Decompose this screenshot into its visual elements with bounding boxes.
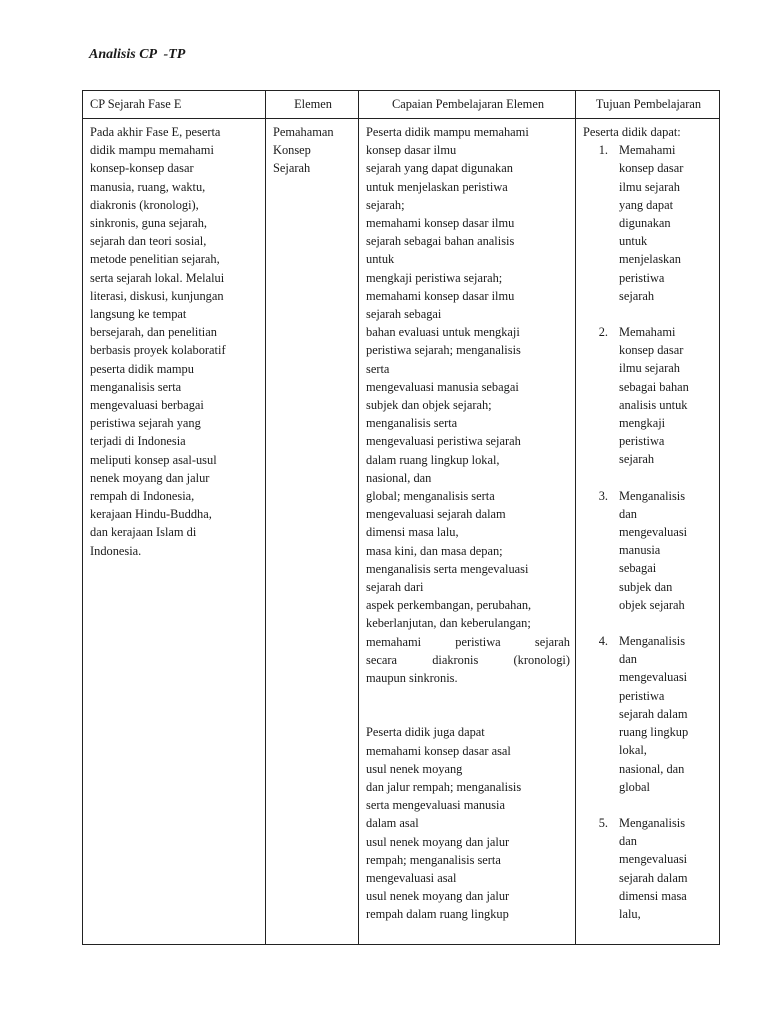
tujuan-item-line: Menganalisis — [619, 634, 686, 649]
capaian-text-line: menganalisis serta mengevaluasi — [366, 561, 529, 576]
capaian-text-line: usul nenek moyang — [366, 761, 463, 776]
header-capaian: Capaian Pembelajaran Elemen — [359, 91, 576, 119]
capaian-text-line: serta — [366, 361, 390, 376]
capaian-word: diakronis — [432, 652, 479, 667]
tujuan-item-line: global — [619, 779, 650, 794]
capaian-text-line: menganalisis serta — [366, 416, 458, 431]
document-title: Analisis CP -TP — [89, 47, 186, 62]
capaian-text-line: usul nenek moyang dan jalur — [366, 834, 510, 849]
tujuan-item — [583, 487, 714, 614]
capaian-text-line: dalam ruang lingkup lokal, — [366, 452, 500, 467]
tujuan-item-number: 3. — [598, 488, 608, 503]
capaian-word: secara — [366, 652, 397, 667]
tujuan-item-number: 2. — [598, 325, 608, 340]
analysis-table — [82, 90, 720, 945]
capaian-text-line: sejarah sebagai bahan analisis — [366, 234, 515, 249]
elemen-text — [273, 123, 353, 178]
cp-text-line: mengevaluasi berbagai — [90, 398, 204, 413]
capaian-text-line: memahami konsep dasar ilmu — [366, 288, 515, 303]
capaian-text-line: global; menganalisis serta — [366, 489, 495, 504]
cp-text-line: bersejarah, dan penelitian — [90, 325, 217, 340]
capaian-text-line: untuk — [366, 252, 395, 267]
cp-text-line: kerajaan Hindu-Buddha, — [90, 507, 212, 522]
cp-text-line: diakronis (kronologi), — [90, 197, 199, 212]
capaian-word: sejarah — [534, 634, 570, 649]
tujuan-item-line: peristiwa — [619, 434, 665, 449]
table-row — [83, 119, 720, 945]
capaian-text-line: usul nenek moyang dan jalur — [366, 889, 510, 904]
tujuan-item-line: sejarah — [619, 452, 655, 467]
capaian-text-line: mengevaluasi peristiwa sejarah — [366, 434, 521, 449]
cp-text-line: konsep-konsep dasar — [90, 161, 194, 176]
tujuan-item-text — [619, 814, 714, 923]
cp-text-line: rempah di Indonesia, — [90, 489, 195, 504]
tujuan-item — [583, 632, 714, 796]
cp-text — [90, 123, 260, 560]
tujuan-item-line: mengevaluasi — [619, 525, 688, 540]
cp-text-line: meliputi konsep asal-usul — [90, 452, 217, 467]
tujuan-item-number: 1. — [598, 143, 608, 158]
tujuan-item — [583, 814, 714, 923]
capaian-text-line: sejarah; — [366, 197, 405, 212]
tujuan-item-line: Menganalisis — [619, 488, 686, 503]
cp-text-line: langsung ke tempat — [90, 307, 187, 322]
cp-cell — [83, 119, 266, 945]
capaian-text-line: dan jalur rempah; menganalisis — [366, 779, 522, 794]
tujuan-item-line: peristiwa — [619, 270, 665, 285]
table-header-row — [83, 91, 720, 119]
capaian-text-part-1 — [366, 123, 570, 633]
tujuan-item-line: sejarah — [619, 288, 655, 303]
tujuan-item-line: Memahami — [619, 143, 676, 158]
capaian-text-line: keberlanjutan, dan keberulangan; — [366, 616, 531, 631]
tujuan-item-line: ilmu sejarah — [619, 179, 680, 194]
capaian-text-line: peristiwa sejarah; menganalisis — [366, 343, 521, 358]
header-tujuan: Tujuan Pembelajaran — [576, 91, 720, 119]
elemen-cell — [266, 119, 359, 945]
capaian-text-line: mengevaluasi asal — [366, 870, 457, 885]
capaian-text-line: serta mengevaluasi manusia — [366, 798, 506, 813]
cp-text-line: berbasis proyek kolaboratif — [90, 343, 226, 358]
header-cp: CP Sejarah Fase E — [83, 91, 266, 119]
capaian-text-line: rempah dalam ruang lingkup — [366, 907, 509, 922]
tujuan-item-line: mengevaluasi — [619, 670, 688, 685]
capaian-text-line: dalam asal — [366, 816, 419, 831]
capaian-tail: maupun sinkronis. — [366, 671, 458, 686]
tujuan-item-line: sejarah dalam — [619, 706, 688, 721]
tujuan-item-line: mengkaji — [619, 416, 666, 431]
cp-text-line: terjadi di Indonesia — [90, 434, 186, 449]
tujuan-item-number: 5. — [598, 815, 608, 830]
capaian-text-line: mengevaluasi sejarah dalam — [366, 507, 506, 522]
cp-text-line: sinkronis, guna sejarah, — [90, 216, 207, 231]
tujuan-item-line: peristiwa — [619, 688, 665, 703]
capaian-text-line: sejarah yang dapat digunakan — [366, 161, 513, 176]
tujuan-item-line: ruang lingkup — [619, 725, 689, 740]
capaian-text-line: memahami konsep dasar asal — [366, 743, 511, 758]
elemen-text-line: Konsep — [273, 143, 311, 158]
tujuan-item-line: untuk — [619, 234, 648, 249]
tujuan-item-line: menjelaskan — [619, 252, 681, 267]
tujuan-item-line: konsep dasar — [619, 161, 684, 176]
cp-text-line: dan kerajaan Islam di — [90, 525, 197, 540]
tujuan-item-line: sebagai bahan — [619, 379, 689, 394]
capaian-text-line: memahami konsep dasar ilmu — [366, 216, 515, 231]
capaian-text-line: nasional, dan — [366, 470, 432, 485]
elemen-text-line: Pemahaman — [273, 125, 334, 139]
tujuan-item-line: manusia — [619, 543, 661, 558]
cp-text-line: sejarah dan teori sosial, — [90, 234, 207, 249]
tujuan-item-line: subjek dan — [619, 579, 673, 594]
cp-text-line: Indonesia. — [90, 543, 142, 558]
tujuan-item-line: sejarah dalam — [619, 870, 688, 885]
tujuan-item-line: dimensi masa — [619, 888, 687, 903]
capaian-text-line: masa kini, dan masa depan; — [366, 543, 503, 558]
capaian-text-line: dimensi masa lalu, — [366, 525, 459, 540]
tujuan-item-text — [619, 632, 714, 796]
capaian-text-line: Peserta didik juga dapat — [366, 725, 485, 740]
tujuan-item-line: konsep dasar — [619, 343, 684, 358]
capaian-text-line: rempah; menganalisis serta — [366, 852, 501, 867]
tujuan-item — [583, 323, 714, 469]
cp-text-line: menganalisis serta — [90, 379, 182, 394]
capaian-text-part-2 — [366, 723, 570, 923]
tujuan-item-line: Menganalisis — [619, 815, 686, 830]
capaian-text-line: sejarah sebagai — [366, 307, 442, 322]
capaian-text-line: mengkaji peristiwa sejarah; — [366, 270, 503, 285]
elemen-text-line: Sejarah — [273, 161, 311, 176]
capaian-text-line: bahan evaluasi untuk mengkaji — [366, 325, 520, 340]
paragraph-gap — [366, 687, 570, 723]
tujuan-item — [583, 141, 714, 305]
capaian-text-line: mengevaluasi manusia sebagai — [366, 379, 519, 394]
capaian-word: (kronologi) — [513, 652, 570, 667]
tujuan-list — [583, 141, 714, 923]
tujuan-item-line: dan — [619, 834, 637, 849]
cp-text-line: nenek moyang dan jalur — [90, 470, 210, 485]
cp-text-line: peristiwa sejarah yang — [90, 416, 201, 431]
tujuan-item-line: nasional, dan — [619, 761, 685, 776]
tujuan-item-line: Memahami — [619, 325, 676, 340]
cp-text-line: Pada akhir Fase E, peserta — [90, 125, 221, 139]
capaian-text-line: konsep dasar ilmu — [366, 143, 457, 158]
cp-text-line: manusia, ruang, waktu, — [90, 179, 206, 194]
tujuan-item-text — [619, 141, 714, 305]
tujuan-item-line: objek sejarah — [619, 597, 685, 612]
cp-text-line: serta sejarah lokal. Melalui — [90, 270, 225, 285]
tujuan-item-line: mengevaluasi — [619, 852, 688, 867]
tujuan-item-number: 4. — [598, 634, 608, 649]
tujuan-item-text — [619, 323, 714, 469]
capaian-justified-line-1 — [366, 633, 570, 651]
tujuan-item-line: dan — [619, 652, 637, 667]
tujuan-intro: Peserta didik dapat: — [583, 125, 681, 139]
capaian-text-line: Peserta didik mampu memahami — [366, 125, 529, 139]
tujuan-item-line: digunakan — [619, 216, 671, 231]
capaian-justified-line-2 — [366, 651, 570, 669]
cp-text-line: peserta didik mampu — [90, 361, 194, 376]
tujuan-cell — [576, 119, 720, 945]
capaian-word: peristiwa — [455, 634, 501, 649]
tujuan-item-line: analisis untuk — [619, 397, 688, 412]
capaian-text-line: subjek dan objek sejarah; — [366, 398, 492, 413]
tujuan-item-line: dan — [619, 506, 637, 521]
capaian-cell — [359, 119, 576, 945]
capaian-word: memahami — [366, 634, 422, 649]
tujuan-item-line: lalu, — [619, 906, 641, 921]
tujuan-item-line: ilmu sejarah — [619, 361, 680, 376]
tujuan-item-line: sebagai — [619, 561, 657, 576]
capaian-text-line: sejarah dari — [366, 580, 424, 595]
cp-text-line: didik mampu memahami — [90, 143, 214, 158]
cp-text-line: literasi, diskusi, kunjungan — [90, 288, 224, 303]
cp-text-line: metode penelitian sejarah, — [90, 252, 220, 267]
tujuan-item-line: yang dapat — [619, 197, 674, 212]
capaian-text-line: untuk menjelaskan peristiwa — [366, 179, 508, 194]
tujuan-item-text — [619, 487, 714, 614]
capaian-text-line: aspek perkembangan, perubahan, — [366, 598, 532, 613]
tujuan-item-line: lokal, — [619, 743, 647, 758]
header-elemen: Elemen — [266, 91, 359, 119]
